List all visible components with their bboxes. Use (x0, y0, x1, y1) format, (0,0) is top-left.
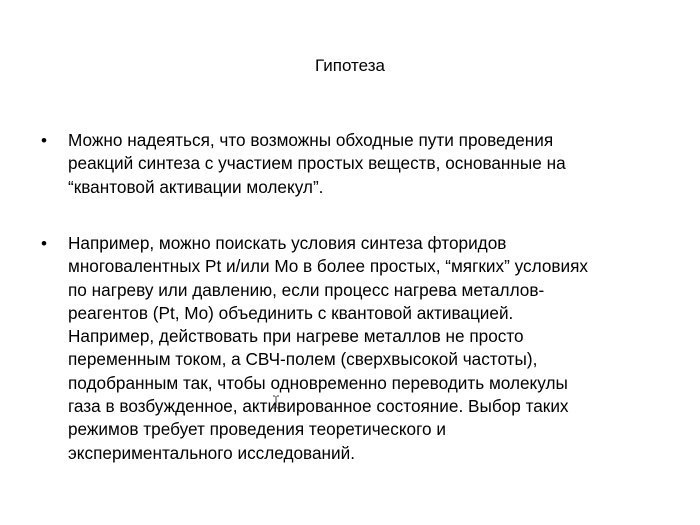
text-line: режимов требует проведения теоретического и (68, 419, 446, 440)
bullet-text (68, 129, 668, 199)
text-line: Например, можно поискать условия синтеза фторидов (68, 233, 507, 253)
text-line: экспериментального исследований. (68, 442, 356, 463)
text-line: Например, действовать при нагреве металлов не просто (68, 326, 524, 347)
text-cursor-icon (272, 395, 280, 409)
text-line: Можно надеяться, что возможны обходные пути проведения (68, 130, 554, 150)
bullet-text (68, 232, 668, 465)
text-line: многовалентных Pt и/или Mo в более простых, “мягких” условиях (68, 256, 589, 277)
bullet-dot: • (41, 234, 47, 253)
text-line: по нагреву или давлению, если процесс нагрева металлов- (68, 279, 545, 300)
text-line: переменным током, а СВЧ-полем (сверхвысокой частоты), (68, 349, 538, 370)
slide-title: Гипотеза (315, 56, 385, 75)
text-line: подобранным так, чтобы одновременно переводить молекулы (68, 372, 568, 393)
text-line: газа в возбужденное, активированное состояние. Выбор таких (68, 396, 569, 417)
bullet-dot: • (41, 131, 47, 150)
text-line: реакций синтеза с участием простых веществ, основанные на (68, 153, 566, 174)
text-line: “квантовой активации молекул”. (68, 176, 324, 197)
text-line: реагентов (Pt, Mo) объединить с квантовой активацией. (68, 302, 514, 323)
